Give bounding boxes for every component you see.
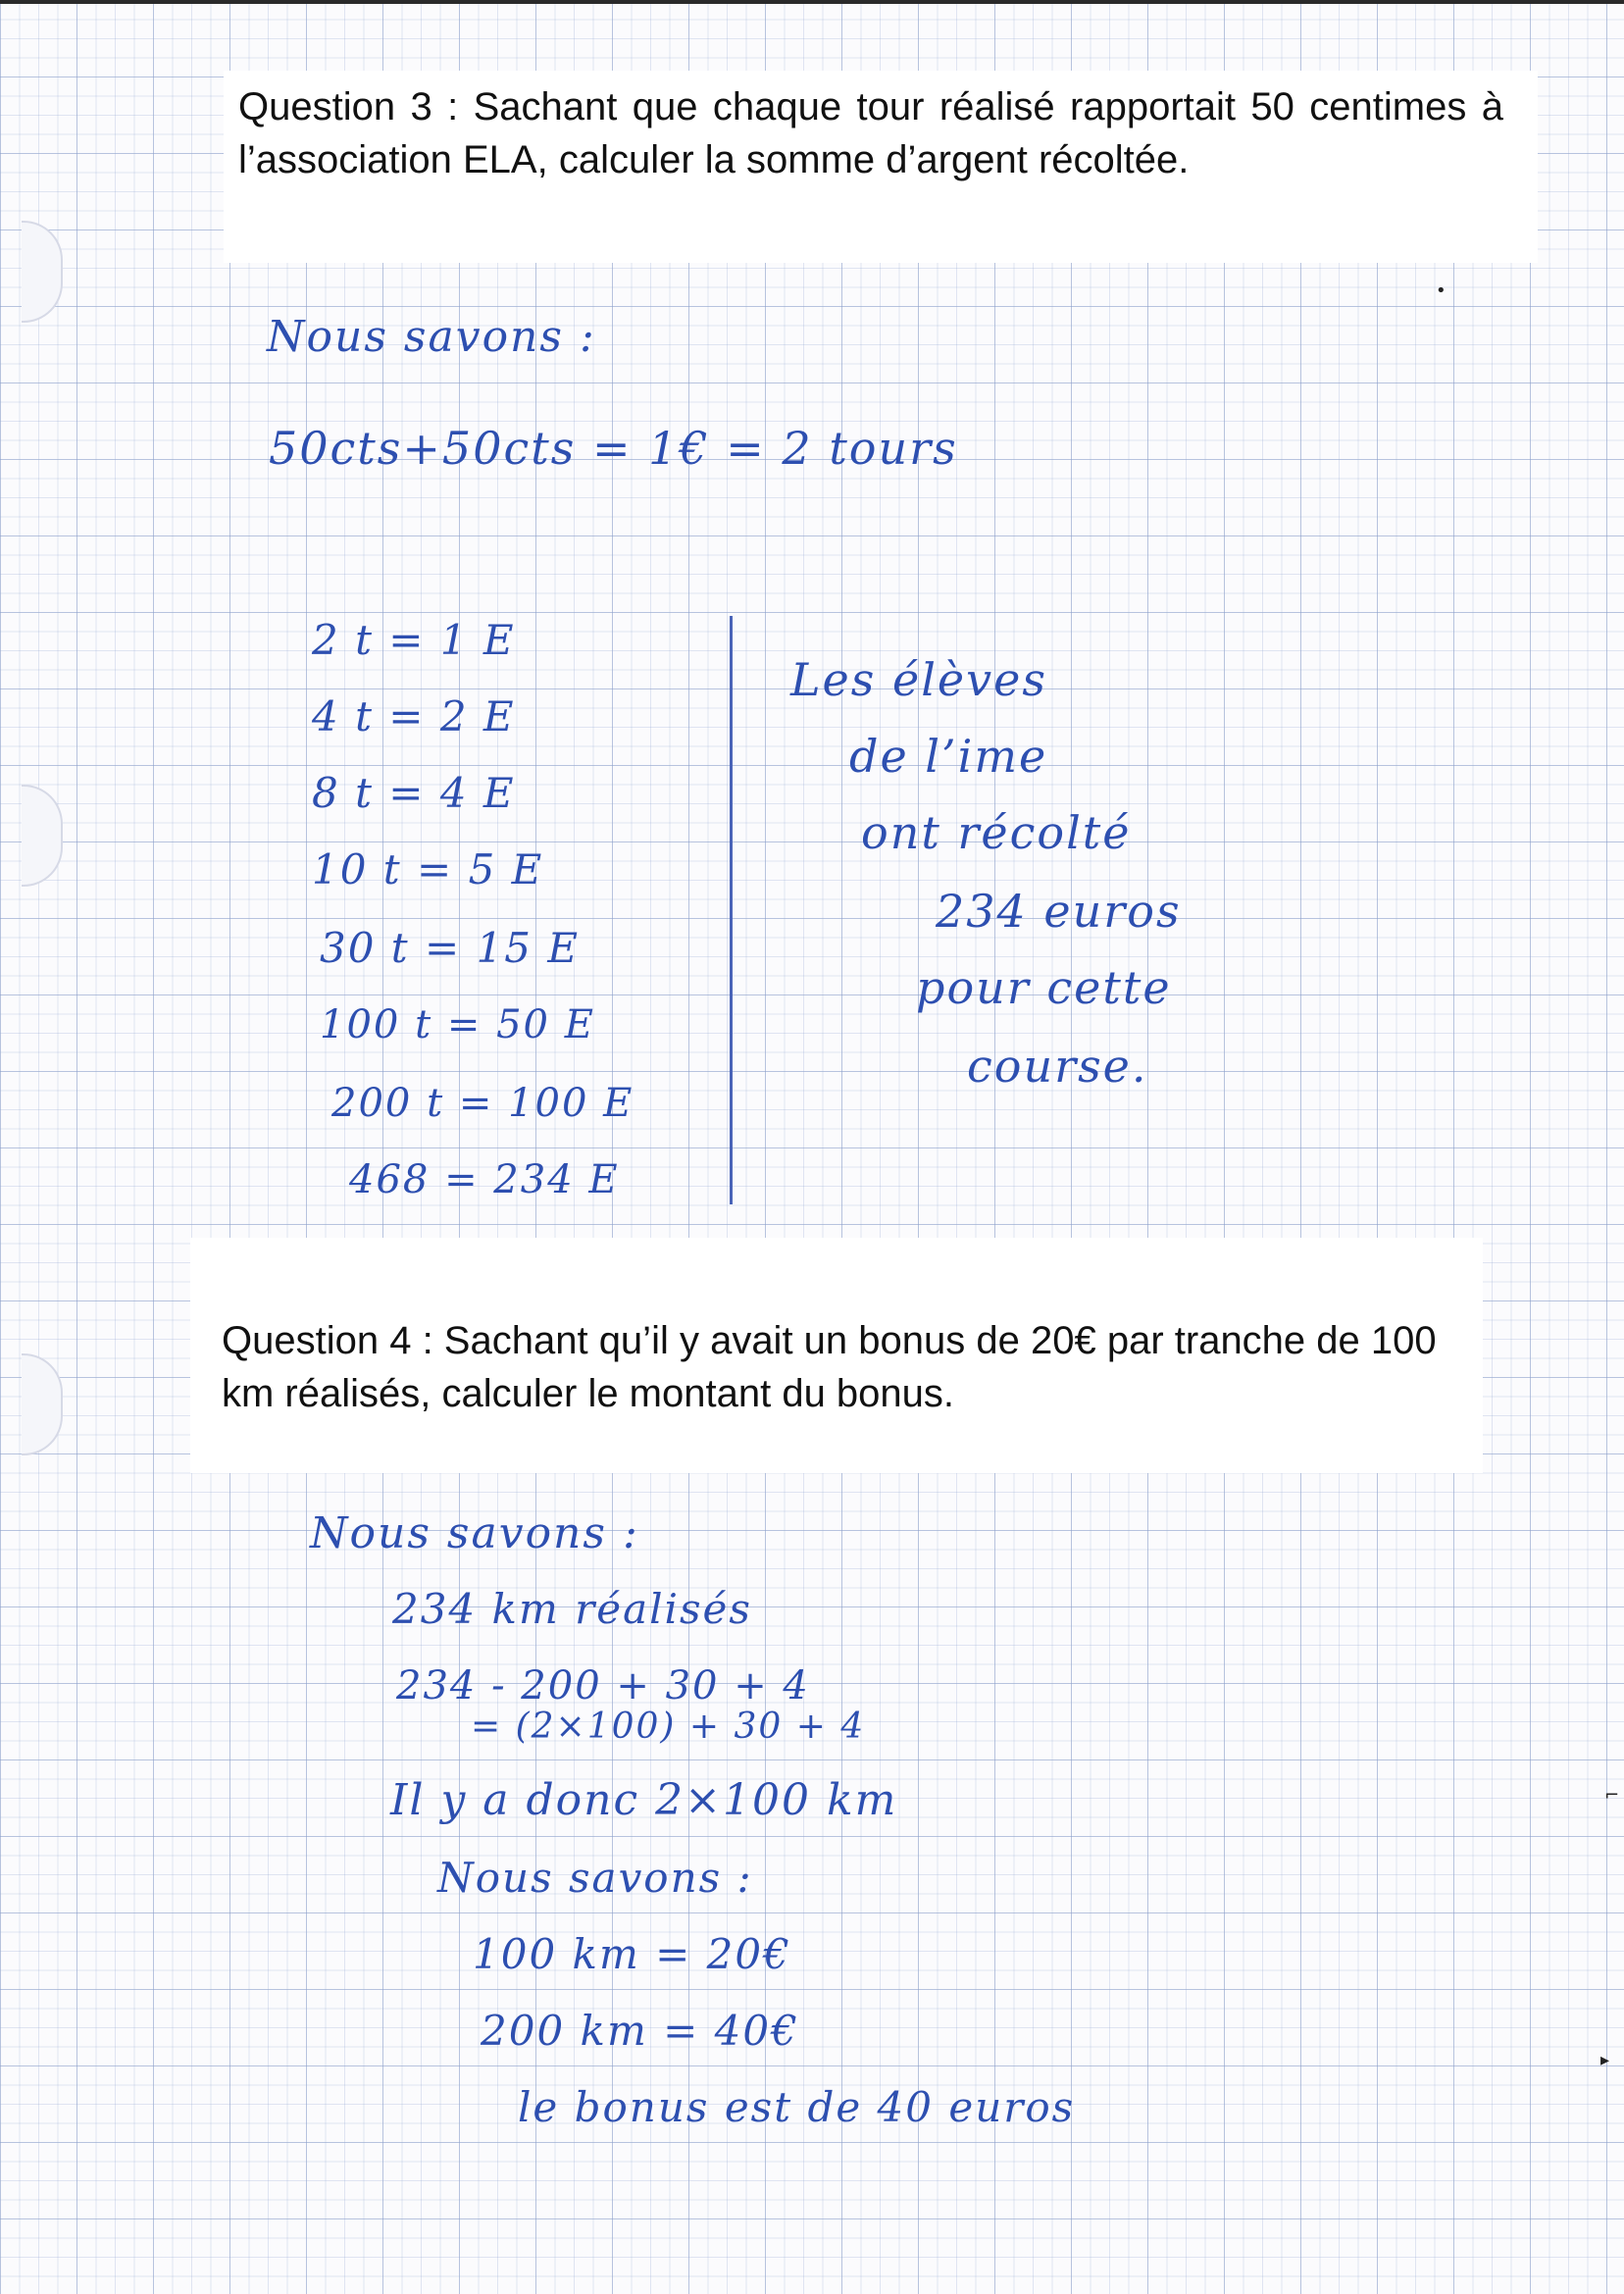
margin-mark: ⌐ — [1604, 1785, 1620, 1806]
conclusion-line: de l’ime — [849, 730, 1048, 783]
answer-4-line: 200 km = 40€ — [481, 2007, 799, 2055]
table-row: 10 t = 5 E — [312, 845, 544, 893]
table-divider — [730, 616, 733, 1204]
scan-top-edge — [0, 0, 1624, 4]
binder-hole — [22, 221, 63, 323]
conclusion-line: ont récolté — [861, 806, 1132, 859]
table-row: 8 t = 4 E — [312, 769, 516, 817]
question-4-box — [190, 1238, 1483, 1473]
conclusion-line: Les élèves — [790, 653, 1047, 706]
answer-4-line: 234 km réalisés — [392, 1585, 752, 1633]
conclusion-line: 234 euros — [936, 885, 1182, 938]
answer-4-line: Nous savons : — [437, 1854, 753, 1902]
stray-dot: • — [1436, 280, 1446, 301]
margin-mark: ▸ — [1600, 2050, 1610, 2070]
answer-4-line: = (2×100) + 30 + 4 — [471, 1707, 866, 1747]
conclusion-line: pour cette — [916, 961, 1172, 1014]
question-3-text: Question 3 : Sachant que chaque tour réalisé rapportait 50 centimes à l’association ELA, calculer la somme d’argent récoltée. — [238, 85, 1503, 181]
answer-4-line: 100 km = 20€ — [473, 1930, 791, 1978]
answer-4-line: Il y a donc 2×100 km — [390, 1775, 898, 1825]
answer-3-intro: Nous savons : — [267, 312, 596, 362]
question-3-box — [224, 71, 1538, 263]
table-row: 200 t = 100 E — [331, 1081, 634, 1126]
table-row: 2 t = 1 E — [312, 616, 516, 664]
answer-4-line: 234 - 200 + 30 + 4 — [396, 1663, 810, 1708]
answer-3-line-1: 50cts+50cts = 1€ = 2 tours — [269, 422, 958, 475]
table-row: 468 = 234 E — [349, 1157, 620, 1202]
conclusion-line: course. — [967, 1040, 1148, 1093]
table-row: 4 t = 2 E — [312, 692, 516, 740]
binder-hole — [22, 785, 63, 887]
binder-hole — [22, 1353, 63, 1455]
answer-4-line: le bonus est de 40 euros — [518, 2083, 1076, 2131]
table-row: 30 t = 15 E — [320, 924, 581, 972]
answer-4-line: Nous savons : — [310, 1508, 639, 1558]
question-4-text: Question 4 : Sachant qu’il y avait un bonus de 20€ par tranche de 100 km réalisés, calculer le montant du bonus. — [222, 1319, 1437, 1415]
table-row: 100 t = 50 E — [320, 1002, 595, 1047]
